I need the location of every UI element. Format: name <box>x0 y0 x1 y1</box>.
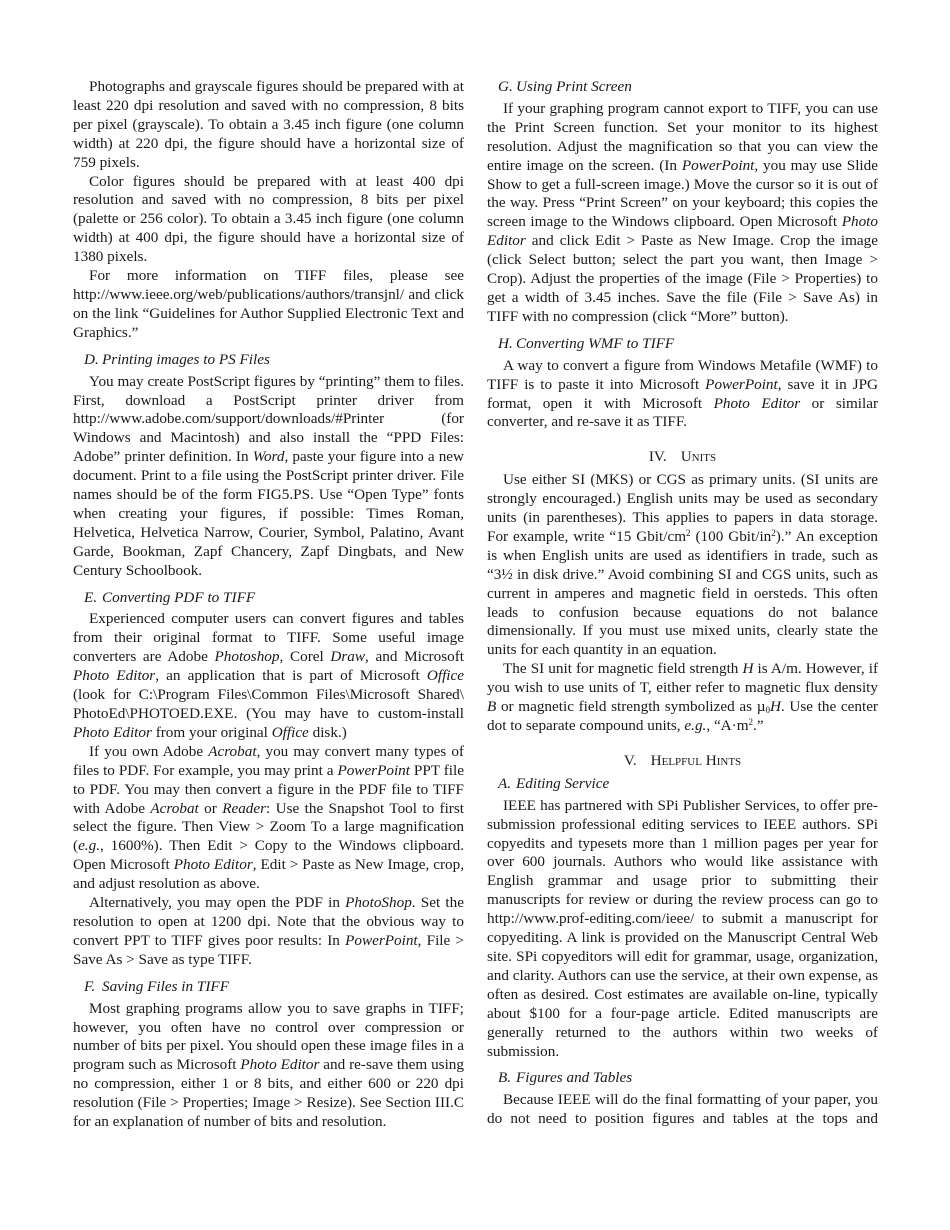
left-column <box>73 78 464 1132</box>
subsection-heading-f: F. Saving Files in TIFF <box>84 977 229 995</box>
paragraph-si-magnetic: The SI unit for magnetic field strength H is A/m. However, if you wish to use units of T, either refer to magnetic flux density B or magnetic field strength symbolized as µ$_0$H. Use the center dot to separate compound units, e.g., “$A\cdot m^2$.” <box>487 660 879 734</box>
paragraph-color-figures: Color figures should be prepared with at least 400 dpi resolution and saved with no compression, 8 bits per pixel (palette or 256 color). To obtain a 3.45 inch figure (one column width) at 400 dpi, the figure should have a horizontal size of 1380 pixels. <box>73 172 464 266</box>
paragraph-acrobat: If you own Adobe Acrobat, you may convert many types of files to PDF. For example, you may print a PowerPoint PPT file to PDF. You may then convert a figure in the PDF file to TIFF with Adobe Acrobat or Reader: Use the Snapshot Tool to first select the figure. Then View > Zoom To a large magnification (e.g., 1600%). Then Edit > Copy to the Windows clipboard. Open Microsoft Photo Editor, Edit > Paste as New Image, crop, and adjust resolution as above. <box>73 742 464 893</box>
paragraph-print-screen: If your graphing program cannot export to TIFF, you can use the Print Screen function. Set your monitor to its highest resolution. Adjust the magnification so that you can view the entire image on the screen. (In PowerPoint, you may use Slide Show to get a full-screen image.) Move the cursor so it is out of the way. Press “Print Screen” on your keyboard; this copies the screen image to the Windows clipboard. Open Microsoft Photo Editor and click Edit > Paste as New Image. Crop the image (click Select button; select the part you want, then Image > Crop). Adjust the properties of the image (File > Properties) to get a width of 3.45 inches. Save the file (File > Save As) in TIFF with no compression (click “More” button). <box>487 99 878 325</box>
paragraph-grayscale-figures: Photographs and grayscale figures should be prepared with at least 220 dpi resolution and saved with no compression, 8 bits per pixel (grayscale). To obtain a 3.45 inch figure (one column width) at 220 dpi, the figure should have a horizontal size of 759 pixels. <box>73 78 464 171</box>
paragraph-converters: Experienced computer users can convert figures and tables from their original format to TIFF. Some useful image converters are Adobe Photoshop, Corel Draw, and Microsoft Photo Editor, an application that is part of Microsoft Office (look for C:\Program Files\Common Files\Microsoft Shared\ PhotoEd\PHOTOED.EXE. (You may have to custom-install Photo Editor from your original Office disk.) <box>73 610 464 741</box>
paragraph-postscript: You may create PostScript figures by “printing” them to files. First, download a PostScript printer driver from http://www.adobe.com/support/downloads/#Printer (for Windows and Macintosh) and also install the “PPD Files: Adobe” printer definition. In Word, paste your figure into a new document. Print to a file using the PostScript printer driver. File names should be of the form FIG5.PS. Use “Open Type” fonts when creating your figures, if possible: Times Roman, Helvetica, Helvetica Narrow, Courier, Symbol, Palatino, Avant Garde, Bookman, Zapf Chancery, Zapf Dingbats, and New Century Schoolbook. <box>73 372 464 579</box>
section-heading-units: IV. Units <box>648 448 717 466</box>
paragraph-photoshop: Alternatively, you may open the PDF in PhotoShop. Set the resolution to open at 1200 dpi. Note that the obvious way to convert PPT to TIFF gives poor results: In PowerPoint, File > Save As > Save as type TIFF. <box>73 894 464 968</box>
paragraph-figures-tables: Because IEEE will do the final formatting of your paper, you do not need to position figures and tables at the tops and <box>487 1091 878 1128</box>
subsection-heading-d: D. Printing images to PS Files <box>84 350 270 368</box>
paragraph-saving-tiff: Most graphing programs allow you to save graphs in TIFF; however, you often have no control over compression or number of bits per pixel. You should open these image files in a program such as Microsoft Photo Editor and re-save them using no compression, either 1 or 8 bits, and either 600 or 220 dpi resolution (File > Properties; Image > Resize). See Section III.C for an explanation of number of bits and resolution. <box>73 999 464 1131</box>
paragraph-editing-service: IEEE has partnered with SPi Publisher Services, to offer pre-submission professional editing services to IEEE authors. SPi copyedits and typesets more than 1 million pages per year for over 600 journals. Authors who would like assistance with English grammar and usage prior to submitting their manuscripts for review or during the review process can go to http://www.prof-editing.com/ieee/ to submit a manuscript for copyediting. A link is provided on the Manuscript Central Web site. SPi copyeditors will edit for grammar, usage, organization, and clarity. Authors can use the service, at their own expense, as often as desired. Cost estimates are available on-line, typically about $100 for a four-page article. Edited manuscripts are generally returned to the authors within two weeks of submission. <box>487 796 878 1060</box>
subsection-heading-editing-service: A. Editing Service <box>498 774 610 792</box>
paragraph-wmf: A way to convert a figure from Windows Metafile (WMF) to TIFF is to paste it into Microsoft PowerPoint, save it in JPG format, open it with Microsoft Photo Editor or similar converter, and re-save it as TIFF. <box>487 356 879 431</box>
section-heading-helpful-hints: V. Helpful Hints <box>623 751 742 769</box>
paragraph-tiff-info: For more information on TIFF files, please see http://www.ieee.org/web/publications/authors/transjnl/ and click on the link “Guidelines for Author Supplied Electronic Text and Graphics.” <box>73 267 464 341</box>
paragraph-units-primary: Use either SI (MKS) or CGS as primary units. (SI units are strongly encouraged.) English units may be used as secondary units (in parentheses). This applies to papers in data storage. For example, write “15 Gbit/$cm^2$ (100 Gbit/$in^2$).” An exception is when English units are used as identifiers in trade, such as “3½ in disk drive.” Avoid combining SI and CGS units, such as current in amperes and magnetic field in oersteds. This often leads to confusion because equations do not balance dimensionally. If you must use mixed units, clearly state the units for each quantity in an equation. <box>487 471 879 659</box>
subsection-heading-h: H. Converting WMF to TIFF <box>498 334 675 352</box>
subsection-heading-e: E. Converting PDF to TIFF <box>84 588 256 606</box>
subsection-heading-figures-tables: B. Figures and Tables <box>498 1069 633 1087</box>
subsection-heading-g: G. Using Print Screen <box>498 78 632 95</box>
right-column <box>487 78 878 1129</box>
